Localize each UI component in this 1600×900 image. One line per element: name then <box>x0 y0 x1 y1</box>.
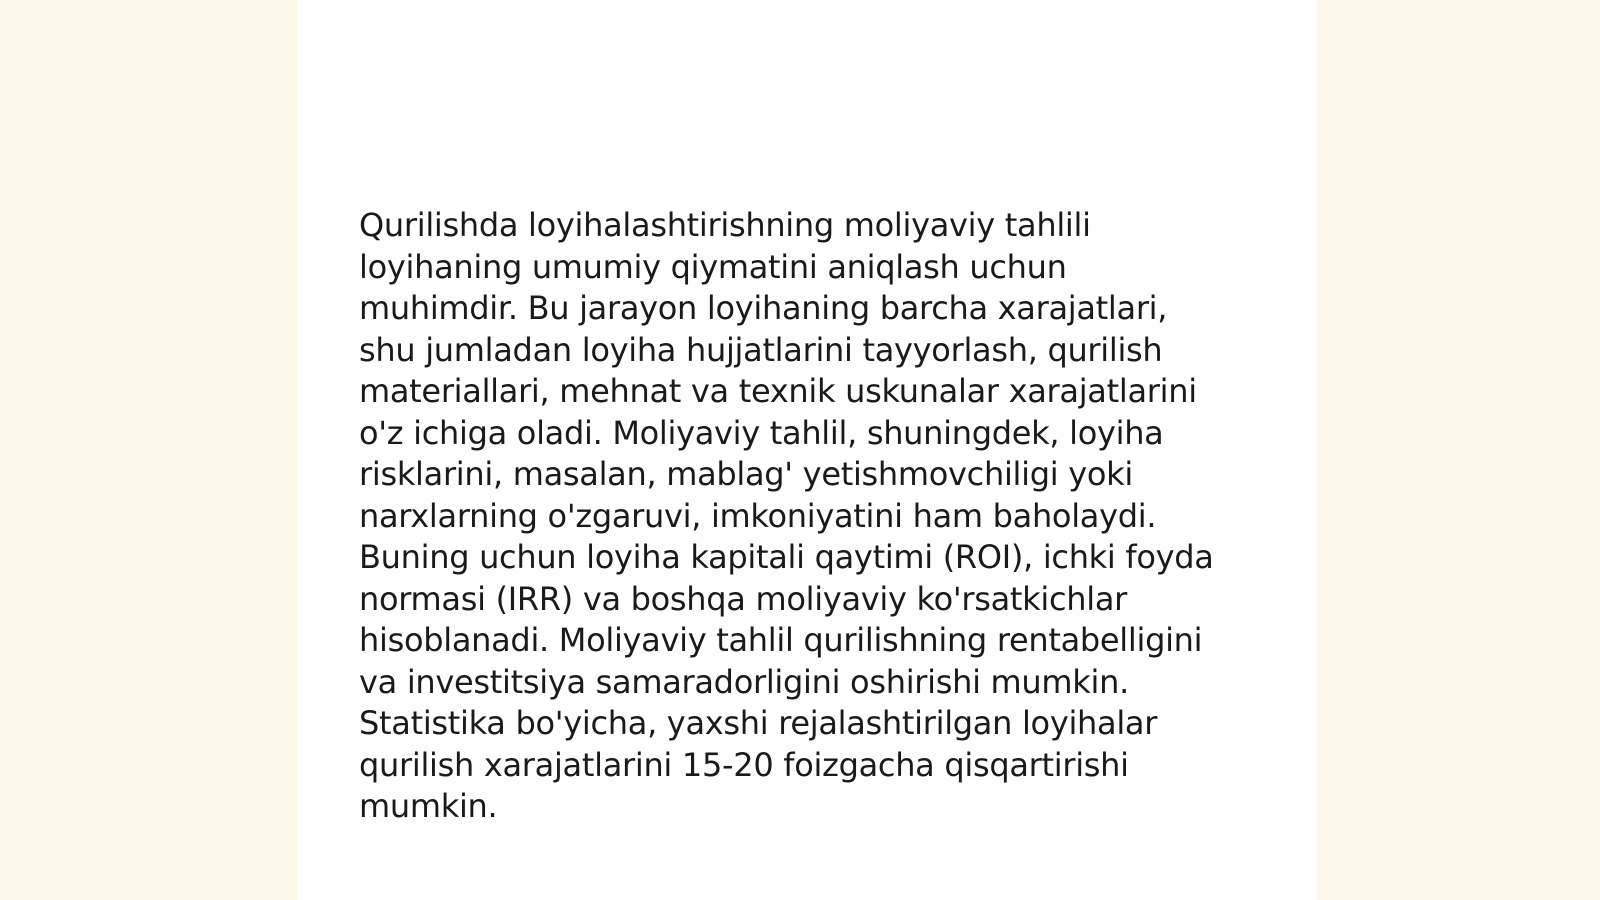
paragraph-line: Qurilishda loyihalashtirishning moliyaviy tahlili <box>359 206 1091 244</box>
body-paragraph <box>359 205 1259 828</box>
paragraph-line: o'z ichiga oladi. Moliyaviy tahlil, shuningdek, loyiha <box>359 413 1164 452</box>
paragraph-line: Buning uchun loyiha kapitali qaytimi (ROI), ichki foyda <box>359 538 1214 576</box>
paragraph-line: hisoblanadi. Moliyaviy tahlil qurilishning rentabelligini <box>359 621 1203 659</box>
paragraph-line: materiallari, mehnat va texnik uskunalar xarajatlarini <box>359 372 1197 410</box>
paragraph-line: Statistika bo'yicha, yaxshi rejalashtirilgan loyihalar <box>359 704 1158 742</box>
paragraph-line: qurilish xarajatlarini 15-20 foizgacha qisqartirishi <box>359 745 1129 784</box>
paragraph-line: shu jumladan loyiha hujjatlarini tayyorlash, qurilish <box>359 330 1163 369</box>
paragraph-line: loyihaning umumiy qiymatini aniqlash uchun <box>359 247 1067 286</box>
paragraph-line: narxlarning o'zgaruvi, imkoniyatini ham baholaydi. <box>359 496 1157 535</box>
paragraph-line: muhimdir. Bu jarayon loyihaning barcha xarajatlari, <box>359 289 1168 327</box>
paragraph-line: mumkin. <box>359 787 498 825</box>
paragraph-line: risklarini, masalan, mablag' yetishmovchiligi yoki <box>359 455 1133 493</box>
paragraph-line: normasi (IRR) va boshqa moliyaviy ko'rsatkichlar <box>359 579 1127 618</box>
document-page <box>297 0 1318 900</box>
paragraph-line: va investitsiya samaradorligini oshirishi mumkin. <box>359 662 1129 701</box>
